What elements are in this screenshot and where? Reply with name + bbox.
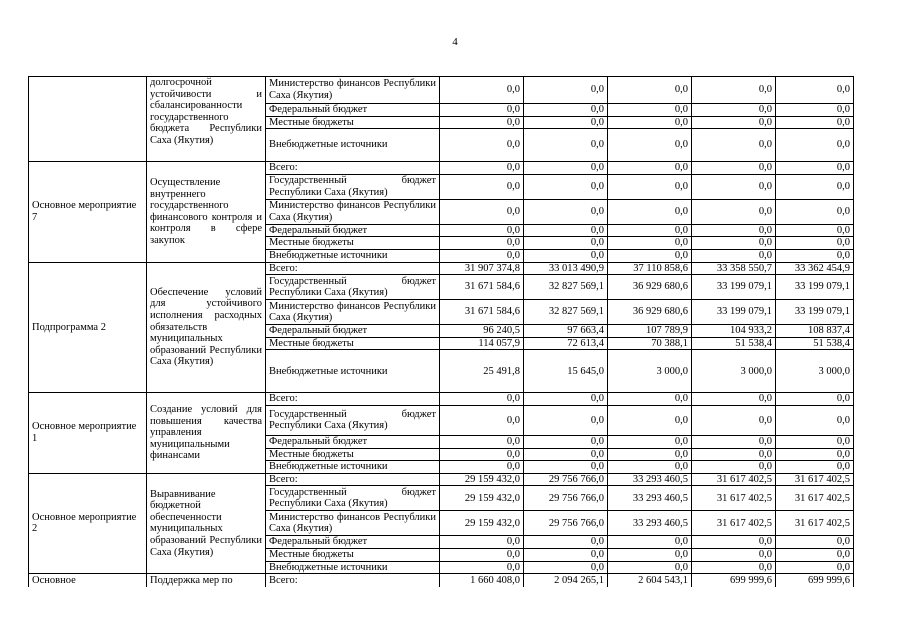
amount-cell: 104 933,2: [692, 325, 776, 338]
funding-source-cell: Федеральный бюджет: [266, 435, 440, 448]
amount-cell: 96 240,5: [440, 325, 524, 338]
amount-cell: 0,0: [692, 104, 776, 117]
funding-source-cell: Министерство финансов Республики Саха (Якутия): [266, 300, 440, 325]
amount-cell: 37 110 858,6: [608, 262, 692, 275]
amount-cell: 31 617 402,5: [776, 486, 854, 511]
amount-cell: 0,0: [692, 448, 776, 461]
amount-cell: 0,0: [524, 561, 608, 574]
amount-cell: 0,0: [524, 548, 608, 561]
amount-cell: 0,0: [608, 199, 692, 224]
amount-cell: 2 094 265,1: [524, 574, 608, 587]
amount-cell: 0,0: [776, 405, 854, 435]
amount-cell: 0,0: [776, 249, 854, 262]
budget-table: [28, 76, 854, 587]
amount-cell: 0,0: [440, 199, 524, 224]
amount-cell: 36 929 680,6: [608, 300, 692, 325]
amount-cell: 0,0: [692, 162, 776, 175]
amount-cell: 29 159 432,0: [440, 511, 524, 536]
amount-cell: 0,0: [692, 129, 776, 162]
amount-cell: 0,0: [776, 237, 854, 250]
amount-cell: 0,0: [776, 199, 854, 224]
amount-cell: 0,0: [524, 461, 608, 474]
funding-source-cell: Внебюджетные источники: [266, 129, 440, 162]
amount-cell: 0,0: [692, 405, 776, 435]
amount-cell: 0,0: [608, 237, 692, 250]
amount-cell: 33 013 490,9: [524, 262, 608, 275]
table-row: [29, 393, 854, 406]
funding-source-cell: Всего:: [266, 393, 440, 406]
amount-cell: 0,0: [440, 237, 524, 250]
amount-cell: 0,0: [440, 393, 524, 406]
funding-source-cell: Государственный бюджет Республики Саха (Якутия): [266, 174, 440, 199]
amount-cell: 33 199 079,1: [692, 300, 776, 325]
funding-source-cell: Всего:: [266, 574, 440, 587]
amount-cell: 0,0: [776, 561, 854, 574]
amount-cell: 0,0: [524, 129, 608, 162]
amount-cell: 25 491,8: [440, 350, 524, 393]
amount-cell: 0,0: [776, 104, 854, 117]
measure-name-cell: Осуществление внутреннего государственного финансового контроля и контроля в сфере закупок: [147, 162, 266, 262]
amount-cell: 29 756 766,0: [524, 511, 608, 536]
amount-cell: 0,0: [776, 129, 854, 162]
amount-cell: 0,0: [608, 536, 692, 549]
measure-name-cell: Создание условий для повышения качества управления муниципальными финансами: [147, 393, 266, 473]
funding-source-cell: Министерство финансов Республики Саха (Якутия): [266, 199, 440, 224]
amount-cell: 0,0: [692, 561, 776, 574]
amount-cell: 0,0: [692, 224, 776, 237]
amount-cell: 108 837,4: [776, 325, 854, 338]
amount-cell: 0,0: [524, 237, 608, 250]
program-level-cell: Подпрограмма 2: [29, 262, 147, 393]
amount-cell: 51 538,4: [692, 337, 776, 350]
amount-cell: 33 199 079,1: [776, 275, 854, 300]
table-row: [29, 473, 854, 486]
amount-cell: 0,0: [440, 435, 524, 448]
amount-cell: 0,0: [608, 548, 692, 561]
amount-cell: 0,0: [524, 224, 608, 237]
amount-cell: 0,0: [524, 77, 608, 104]
amount-cell: 0,0: [776, 162, 854, 175]
funding-source-cell: Государственный бюджет Республики Саха (Якутия): [266, 405, 440, 435]
amount-cell: 0,0: [608, 104, 692, 117]
amount-cell: 0,0: [440, 561, 524, 574]
amount-cell: 33 199 079,1: [776, 300, 854, 325]
funding-source-cell: Федеральный бюджет: [266, 536, 440, 549]
amount-cell: 0,0: [608, 561, 692, 574]
amount-cell: 0,0: [608, 162, 692, 175]
amount-cell: 31 617 402,5: [692, 486, 776, 511]
funding-source-cell: Федеральный бюджет: [266, 104, 440, 117]
funding-source-cell: Местные бюджеты: [266, 116, 440, 129]
funding-source-cell: Внебюджетные источники: [266, 461, 440, 474]
amount-cell: 29 159 432,0: [440, 486, 524, 511]
measure-name-cell: Поддержка мер по: [147, 574, 266, 587]
amount-cell: 0,0: [776, 77, 854, 104]
measure-name-cell: долгосрочной устойчивости и сбалансированности государственного бюджета Республики Саха (Якутия): [147, 77, 266, 162]
amount-cell: 0,0: [692, 461, 776, 474]
amount-cell: 33 293 460,5: [608, 473, 692, 486]
amount-cell: 51 538,4: [776, 337, 854, 350]
amount-cell: 31 671 584,6: [440, 300, 524, 325]
funding-source-cell: Государственный бюджет Республики Саха (Якутия): [266, 486, 440, 511]
amount-cell: 32 827 569,1: [524, 300, 608, 325]
amount-cell: 32 827 569,1: [524, 275, 608, 300]
amount-cell: 0,0: [692, 174, 776, 199]
amount-cell: 1 660 408,0: [440, 574, 524, 587]
amount-cell: 0,0: [440, 536, 524, 549]
amount-cell: 107 789,9: [608, 325, 692, 338]
amount-cell: 0,0: [692, 237, 776, 250]
amount-cell: 36 929 680,6: [608, 275, 692, 300]
amount-cell: 33 199 079,1: [692, 275, 776, 300]
amount-cell: 0,0: [440, 104, 524, 117]
amount-cell: 0,0: [776, 548, 854, 561]
program-level-cell: Основное: [29, 574, 147, 587]
amount-cell: 33 358 550,7: [692, 262, 776, 275]
amount-cell: 0,0: [608, 405, 692, 435]
amount-cell: 31 617 402,5: [776, 511, 854, 536]
funding-source-cell: Внебюджетные источники: [266, 249, 440, 262]
measure-name-cell: Обеспечение условий для устойчивого исполнения расходных обязательств муниципальных образований Республики Саха (Якутия): [147, 262, 266, 393]
amount-cell: 0,0: [524, 116, 608, 129]
funding-source-cell: Федеральный бюджет: [266, 224, 440, 237]
amount-cell: 3 000,0: [608, 350, 692, 393]
amount-cell: 72 613,4: [524, 337, 608, 350]
amount-cell: 0,0: [608, 461, 692, 474]
funding-source-cell: Министерство финансов Республики Саха (Якутия): [266, 77, 440, 104]
amount-cell: 0,0: [692, 536, 776, 549]
amount-cell: 0,0: [524, 104, 608, 117]
amount-cell: 0,0: [608, 448, 692, 461]
amount-cell: 0,0: [440, 129, 524, 162]
amount-cell: 97 663,4: [524, 325, 608, 338]
amount-cell: 29 756 766,0: [524, 473, 608, 486]
amount-cell: 0,0: [608, 249, 692, 262]
amount-cell: 0,0: [440, 405, 524, 435]
amount-cell: 3 000,0: [692, 350, 776, 393]
amount-cell: 3 000,0: [776, 350, 854, 393]
funding-source-cell: Внебюджетные источники: [266, 561, 440, 574]
amount-cell: 0,0: [440, 224, 524, 237]
funding-source-cell: Внебюджетные источники: [266, 350, 440, 393]
table-row: [29, 77, 854, 104]
program-level-cell: Основное мероприятие 1: [29, 393, 147, 473]
amount-cell: 0,0: [524, 199, 608, 224]
amount-cell: 29 756 766,0: [524, 486, 608, 511]
amount-cell: 0,0: [440, 162, 524, 175]
amount-cell: 0,0: [608, 224, 692, 237]
amount-cell: 0,0: [524, 448, 608, 461]
amount-cell: 15 645,0: [524, 350, 608, 393]
amount-cell: 0,0: [524, 405, 608, 435]
amount-cell: 0,0: [608, 435, 692, 448]
amount-cell: 0,0: [608, 174, 692, 199]
funding-source-cell: Местные бюджеты: [266, 548, 440, 561]
amount-cell: 31 617 402,5: [692, 473, 776, 486]
amount-cell: 0,0: [524, 174, 608, 199]
amount-cell: 0,0: [776, 448, 854, 461]
program-level-cell: Основное мероприятие 7: [29, 162, 147, 262]
amount-cell: 0,0: [608, 393, 692, 406]
funding-source-cell: Местные бюджеты: [266, 237, 440, 250]
amount-cell: 0,0: [692, 199, 776, 224]
amount-cell: 0,0: [776, 435, 854, 448]
amount-cell: 0,0: [524, 393, 608, 406]
funding-source-cell: Всего:: [266, 162, 440, 175]
amount-cell: 0,0: [440, 548, 524, 561]
funding-source-cell: Министерство финансов Республики Саха (Якутия): [266, 511, 440, 536]
amount-cell: 33 362 454,9: [776, 262, 854, 275]
table-row: [29, 574, 854, 587]
amount-cell: 0,0: [776, 174, 854, 199]
amount-cell: 0,0: [440, 174, 524, 199]
amount-cell: 0,0: [440, 77, 524, 104]
funding-source-cell: Федеральный бюджет: [266, 325, 440, 338]
amount-cell: 0,0: [524, 162, 608, 175]
amount-cell: 29 159 432,0: [440, 473, 524, 486]
amount-cell: 0,0: [440, 249, 524, 262]
amount-cell: 0,0: [692, 249, 776, 262]
amount-cell: 0,0: [440, 116, 524, 129]
amount-cell: 33 293 460,5: [608, 511, 692, 536]
amount-cell: 0,0: [776, 393, 854, 406]
amount-cell: 0,0: [692, 393, 776, 406]
amount-cell: 0,0: [776, 224, 854, 237]
funding-source-cell: Местные бюджеты: [266, 448, 440, 461]
amount-cell: 0,0: [692, 435, 776, 448]
funding-source-cell: Всего:: [266, 262, 440, 275]
funding-source-cell: Местные бюджеты: [266, 337, 440, 350]
amount-cell: 70 388,1: [608, 337, 692, 350]
program-level-cell: Основное мероприятие 2: [29, 473, 147, 573]
amount-cell: 33 293 460,5: [608, 486, 692, 511]
amount-cell: 31 671 584,6: [440, 275, 524, 300]
page-number: 4: [452, 36, 458, 48]
amount-cell: 31 617 402,5: [692, 511, 776, 536]
table-row: [29, 162, 854, 175]
amount-cell: 31 617 402,5: [776, 473, 854, 486]
amount-cell: 0,0: [608, 129, 692, 162]
amount-cell: 0,0: [692, 77, 776, 104]
amount-cell: 0,0: [524, 249, 608, 262]
amount-cell: 114 057,9: [440, 337, 524, 350]
amount-cell: 0,0: [692, 116, 776, 129]
funding-source-cell: Государственный бюджет Республики Саха (Якутия): [266, 275, 440, 300]
table-row: [29, 262, 854, 275]
amount-cell: 699 999,6: [776, 574, 854, 587]
amount-cell: 0,0: [776, 461, 854, 474]
amount-cell: 0,0: [440, 448, 524, 461]
program-level-cell: [29, 77, 147, 162]
amount-cell: 0,0: [608, 116, 692, 129]
amount-cell: 0,0: [692, 548, 776, 561]
amount-cell: 0,0: [524, 536, 608, 549]
amount-cell: 699 999,6: [692, 574, 776, 587]
measure-name-cell: Выравнивание бюджетной обеспеченности муниципальных образований Республики Саха (Якутия): [147, 473, 266, 573]
amount-cell: 2 604 543,1: [608, 574, 692, 587]
amount-cell: 0,0: [608, 77, 692, 104]
amount-cell: 0,0: [776, 536, 854, 549]
funding-source-cell: Всего:: [266, 473, 440, 486]
amount-cell: 31 907 374,8: [440, 262, 524, 275]
amount-cell: 0,0: [440, 461, 524, 474]
amount-cell: 0,0: [776, 116, 854, 129]
amount-cell: 0,0: [524, 435, 608, 448]
